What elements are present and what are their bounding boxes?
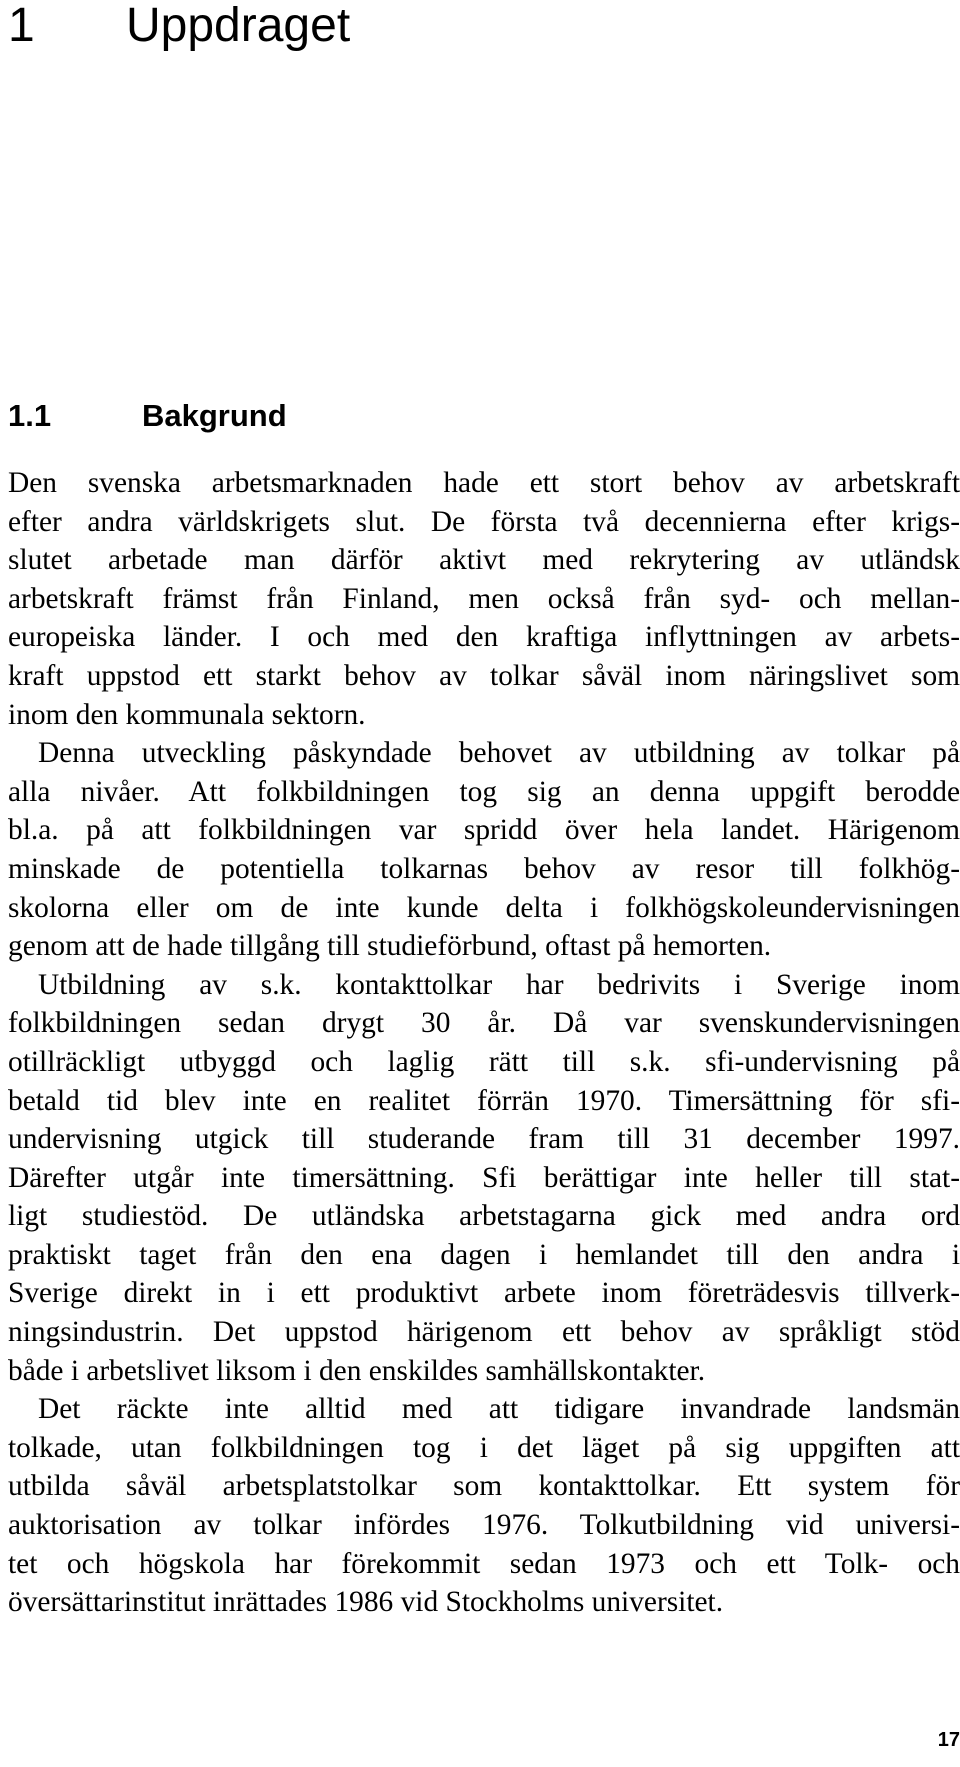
text-line: utbilda såväl arbetsplatstolkar som kontakttolkar. Ett system för — [8, 1470, 960, 1503]
text-line: Därefter utgår inte timersättning. Sfi berättigar inte heller till stat- — [8, 1161, 960, 1194]
text-line: auktorisation av tolkar infördes 1976. Tolkutbildning vid universi- — [8, 1509, 960, 1542]
paragraph — [8, 1390, 960, 1622]
text-line: arbetskraft främst från Finland, men också från syd- och mellan- — [8, 582, 960, 615]
section-title: Bakgrund — [142, 398, 287, 433]
section-heading — [8, 396, 287, 436]
text-line: otillräckligt utbyggd och laglig rätt till s.k. sfi-undervisning på — [8, 1045, 960, 1078]
text-line: bl.a. på att folkbildningen var spridd över hela landet. Härigenom — [8, 814, 960, 847]
text-line: tolkade, utan folkbildningen tog i det läget på sig uppgiften att — [8, 1431, 960, 1464]
text-line: kraft uppstod ett starkt behov av tolkar såväl inom näringslivet som — [8, 659, 960, 692]
text-line: Sverige direkt in i ett produktivt arbete inom företrädesvis tillverk- — [8, 1277, 960, 1310]
text-line: skolorna eller om de inte kunde delta i folkhögskoleundervisningen — [8, 891, 960, 924]
text-line: både i arbetslivet liksom i den enskildes samhällskontakter. — [8, 1354, 706, 1387]
text-line: europeiska länder. I och med den kraftiga inflyttningen av arbets- — [8, 621, 960, 654]
text-line: minskade de potentiella tolkarnas behov av resor till folkhög- — [8, 852, 960, 885]
page-number: 17 — [937, 1729, 960, 1751]
text-line: undervisning utgick till studerande fram till 31 december 1997. — [8, 1123, 960, 1156]
chapter-title: Uppdraget — [126, 0, 351, 52]
text-line: tet och högskola har förekommit sedan 1973 och ett Tolk- och — [8, 1547, 960, 1580]
paragraph — [8, 734, 960, 966]
text-line: betald tid blev inte en realitet förrän 1970. Timersättning för sfi- — [8, 1084, 960, 1117]
text-line: översättarinstitut inrättades 1986 vid Stockholms universitet. — [8, 1586, 724, 1619]
text-line: efter andra världskrigets slut. De första två decennierna efter krigs- — [8, 505, 960, 538]
body-text — [8, 464, 960, 1622]
text-line: Denna utveckling påskyndade behovet av utbildning av tolkar på — [38, 737, 960, 770]
text-line: Utbildning av s.k. kontakttolkar har bedrivits i Sverige inom — [38, 968, 960, 1001]
text-line: slutet arbetade man därför aktivt med rekrytering av utländsk — [8, 544, 960, 577]
chapter-heading — [8, 0, 350, 52]
text-line: Den svenska arbetsmarknaden hade ett stort behov av arbetskraft — [8, 467, 960, 499]
text-line: inom den kommunala sektorn. — [8, 698, 366, 731]
text-line: folkbildningen sedan drygt 30 år. Då var svenskundervisningen — [8, 1007, 960, 1040]
text-line: praktiskt taget från den ena dagen i hemlandet till den andra i — [8, 1238, 960, 1271]
text-line: Det räckte inte alltid med att tidigare invandrade landsmän — [38, 1393, 960, 1426]
text-line: ligt studiestöd. De utländska arbetstagarna gick med andra ord — [8, 1200, 960, 1233]
paragraph — [8, 966, 960, 1391]
paragraph — [8, 464, 960, 734]
chapter-number: 1 — [8, 0, 35, 52]
section-number: 1.1 — [8, 398, 52, 433]
text-line: genom att de hade tillgång till studieförbund, oftast på hemorten. — [8, 930, 772, 963]
text-line: ningsindustrin. Det uppstod härigenom ett behov av språkligt stöd — [8, 1316, 960, 1349]
text-line: alla nivåer. Att folkbildningen tog sig an denna uppgift berodde — [8, 775, 960, 808]
